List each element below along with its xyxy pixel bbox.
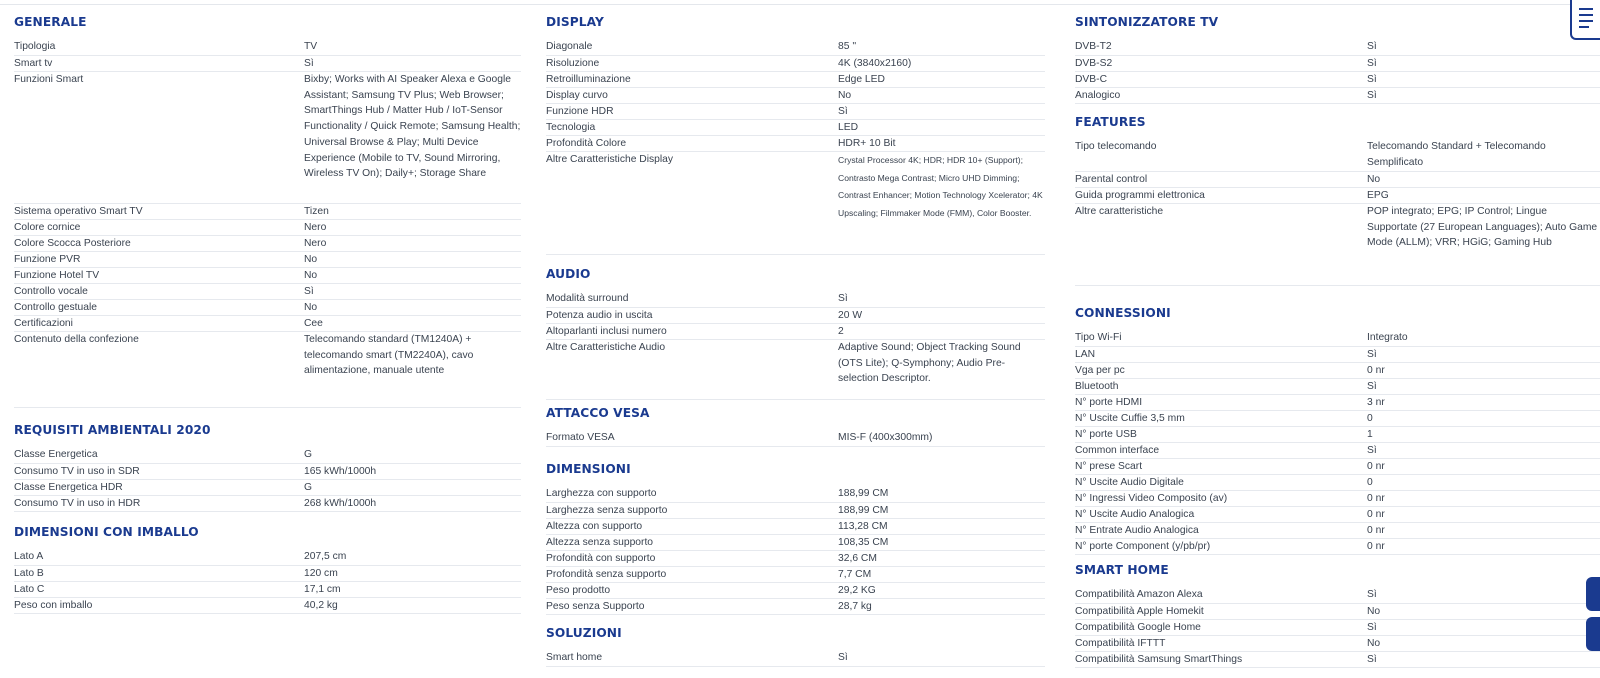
spec-value: 0 nr — [1367, 525, 1385, 536]
spec-row — [14, 565, 521, 581]
document-list-icon[interactable] — [1570, 0, 1600, 40]
spec-label: Peso prodotto — [546, 585, 611, 596]
spec-label: Tipo telecomando — [1075, 141, 1157, 152]
spec-value: No — [838, 90, 852, 101]
spec-label: Funzione HDR — [546, 106, 614, 117]
spec-value: 17,1 cm — [304, 584, 341, 595]
spec-row — [1075, 346, 1600, 362]
spec-label: Common interface — [1075, 445, 1160, 456]
spec-row — [546, 502, 1045, 518]
spec-row — [14, 495, 521, 511]
spec-value: 0 nr — [1367, 541, 1385, 552]
spec-table — [546, 486, 1045, 615]
spec-label: Altezza senza supporto — [546, 537, 654, 548]
spec-table — [14, 447, 521, 512]
spec-row — [1075, 187, 1600, 203]
spec-row — [546, 486, 1045, 502]
spec-row — [14, 597, 521, 613]
spec-row — [14, 447, 521, 463]
spec-value: G — [304, 449, 313, 460]
spec-row — [546, 39, 1045, 55]
spec-section — [1075, 558, 1600, 668]
spec-value: 120 cm — [304, 568, 338, 579]
spec-label: Smart home — [546, 652, 603, 663]
spec-label: Compatibilità Samsung SmartThings — [1075, 654, 1243, 665]
spec-value: 29,2 KG — [838, 585, 876, 596]
section-title: FEATURES — [1075, 115, 1146, 129]
spec-value: Sì — [1367, 58, 1377, 69]
spec-row — [1075, 330, 1600, 346]
spec-value: No — [1367, 638, 1381, 649]
spec-row — [1075, 522, 1600, 538]
spec-label: Colore Scocca Posteriore — [14, 238, 131, 249]
spec-row — [14, 479, 521, 495]
section-title: REQUISITI AMBIENTALI 2020 — [14, 423, 211, 437]
spec-value: 113,28 CM — [838, 521, 888, 532]
spec-value: Bixby; Works with AI Speaker Alexa e Google Assistant; Samsung TV Plus; Web Browser; SmartThings Hub / Matter Hub / IoT-Sensor Functionality / Quick Remote; Samsung Health; Universal Browse & Play; Multi Device Experience (Mobile to TV, Sound Mirroring, Wireless TV On); Daily+; Storage Share — [304, 74, 521, 180]
spec-row — [546, 119, 1045, 135]
spec-value: No — [1367, 174, 1381, 185]
spec-label: N° Uscite Cuffie 3,5 mm — [1075, 413, 1185, 424]
spec-label: Consumo TV in uso in SDR — [14, 466, 140, 477]
spec-row — [546, 55, 1045, 71]
spec-row — [546, 291, 1045, 307]
spec-value: LED — [838, 122, 859, 133]
spec-row — [14, 299, 521, 315]
spec-row — [1075, 362, 1600, 378]
spec-row — [14, 251, 521, 267]
spec-row — [546, 71, 1045, 87]
spec-row — [1075, 410, 1600, 426]
spec-table — [1075, 139, 1600, 286]
spec-value: Sì — [1367, 654, 1377, 665]
spec-row — [546, 650, 1045, 666]
spec-row — [1075, 71, 1600, 87]
side-widget-button-2[interactable] — [1586, 617, 1600, 651]
spec-label: Profondità con supporto — [546, 553, 656, 564]
spec-label: Lato A — [14, 551, 44, 562]
spec-label: Altezza con supporto — [546, 521, 643, 532]
spec-row — [546, 307, 1045, 323]
spec-label: Tecnologia — [546, 122, 596, 133]
spec-section — [1075, 10, 1600, 104]
spec-value: G — [304, 482, 313, 493]
spec-value: MIS-F (400x300mm) — [838, 432, 933, 443]
spec-row — [14, 39, 521, 55]
spec-row — [14, 219, 521, 235]
spec-row — [1075, 474, 1600, 490]
section-title: DISPLAY — [546, 15, 604, 29]
spec-row — [14, 315, 521, 331]
spec-table — [546, 39, 1045, 255]
spec-label: Display curvo — [546, 90, 608, 101]
spec-value: Telecomando Standard + Telecomando Semplificato — [1367, 141, 1546, 168]
spec-value: EPG — [1367, 190, 1389, 201]
spec-value: No — [304, 270, 318, 281]
spec-value: No — [304, 302, 318, 313]
spec-section — [14, 10, 521, 408]
spec-row — [1075, 171, 1600, 187]
spec-label: Modalità surround — [546, 293, 629, 304]
spec-label: Profondità Colore — [546, 138, 627, 149]
spec-row — [1075, 39, 1600, 55]
spec-value: Sì — [1367, 622, 1377, 633]
spec-row — [1075, 651, 1600, 667]
spec-value: 32,6 CM — [838, 553, 877, 564]
spec-label: Peso con imballo — [14, 600, 93, 611]
spec-value: POP integrato; EPG; IP Control; Lingue Supportate (27 European Languages); Auto Game Mode (ALLM); VRR; HGiG; Gaming Hub — [1367, 206, 1598, 249]
spec-label: N° porte HDMI — [1075, 397, 1143, 408]
spec-value: No — [304, 254, 318, 265]
spec-row — [14, 71, 521, 203]
spec-label: Classe Energetica — [14, 449, 98, 460]
spec-value: Adaptive Sound; Object Tracking Sound (OTS Lite); Q-Symphony; Audio Pre-selection Descriptor. — [838, 342, 1021, 385]
spec-table — [546, 291, 1045, 400]
spec-label: Larghezza con supporto — [546, 488, 657, 499]
spec-value: 28,7 kg — [838, 601, 872, 612]
section-title: GENERALE — [14, 15, 87, 29]
spec-row — [1075, 635, 1600, 651]
section-title: ATTACCO VESA — [546, 406, 650, 420]
spec-value: 40,2 kg — [304, 600, 338, 611]
spec-label: N° porte Component (y/pb/pr) — [1075, 541, 1211, 552]
spec-row — [546, 87, 1045, 103]
spec-row — [1075, 378, 1600, 394]
spec-label: Funzioni Smart — [14, 74, 84, 85]
spec-section — [546, 10, 1045, 255]
spec-value: 0 nr — [1367, 493, 1385, 504]
spec-value: Edge LED — [838, 74, 885, 85]
spec-label: DVB-C — [1075, 74, 1108, 85]
spec-label: LAN — [1075, 349, 1096, 360]
spec-value: 188,99 CM — [838, 488, 889, 499]
spec-label: Controllo vocale — [14, 286, 88, 297]
spec-label: Potenza audio in uscita — [546, 310, 653, 321]
section-title: CONNESSIONI — [1075, 306, 1171, 320]
spec-value: Sì — [1367, 381, 1377, 392]
spec-row — [14, 549, 521, 565]
spec-row — [1075, 587, 1600, 603]
spec-label: Larghezza senza supporto — [546, 505, 668, 516]
spec-value: Sì — [1367, 589, 1377, 600]
spec-label: Compatibilità Amazon Alexa — [1075, 589, 1203, 600]
spec-row — [546, 430, 1045, 446]
spec-row — [1075, 139, 1600, 171]
spec-table — [1075, 39, 1600, 104]
spec-label: Diagonale — [546, 41, 593, 52]
spec-row — [546, 103, 1045, 119]
spec-label: Funzione PVR — [14, 254, 81, 265]
spec-value: Cee — [304, 318, 323, 329]
spec-section — [14, 418, 521, 512]
side-widget-button[interactable] — [1586, 577, 1600, 611]
spec-value: Sì — [838, 652, 848, 663]
spec-label: DVB-T2 — [1075, 41, 1112, 52]
spec-row — [14, 267, 521, 283]
spec-value: 0 nr — [1367, 509, 1385, 520]
spec-value: Tizen — [304, 206, 329, 217]
spec-value: Nero — [304, 222, 327, 233]
spec-section — [1075, 301, 1600, 555]
spec-label: Guida programmi elettronica — [1075, 190, 1205, 201]
top-divider — [0, 4, 1600, 5]
spec-table — [1075, 587, 1600, 668]
spec-section — [546, 457, 1045, 615]
spec-label: N° prese Scart — [1075, 461, 1143, 472]
spec-label: Parental control — [1075, 174, 1148, 185]
spec-value: 85 '' — [838, 41, 857, 52]
spec-value: Sì — [1367, 349, 1377, 360]
spec-row — [14, 331, 521, 407]
spec-label: Retroilluminazione — [546, 74, 631, 85]
spec-row — [546, 518, 1045, 534]
spec-table — [14, 549, 521, 614]
section-title: SINTONIZZATORE TV — [1075, 15, 1219, 29]
spec-value: Nero — [304, 238, 327, 249]
section-title: AUDIO — [546, 267, 591, 281]
spec-table — [546, 650, 1045, 667]
spec-value: Integrato — [1367, 332, 1408, 343]
spec-value: 0 — [1367, 413, 1373, 424]
spec-label: Funzione Hotel TV — [14, 270, 100, 281]
spec-label: Peso senza Supporto — [546, 601, 645, 612]
spec-label: Altre Caratteristiche Display — [546, 154, 674, 165]
spec-value: 3 nr — [1367, 397, 1385, 408]
spec-label: Compatibilità Apple Homekit — [1075, 606, 1204, 617]
spec-row — [14, 463, 521, 479]
spec-label: N° Ingressi Video Composito (av) — [1075, 493, 1228, 504]
spec-row — [1075, 55, 1600, 71]
spec-label: Profondità senza supporto — [546, 569, 667, 580]
spec-value: 188,99 CM — [838, 505, 889, 516]
spec-section — [1075, 110, 1600, 286]
spec-row — [1075, 506, 1600, 522]
spec-value: 165 kWh/1000h — [304, 466, 377, 477]
spec-label: Altre caratteristiche — [1075, 206, 1164, 217]
spec-row — [546, 582, 1045, 598]
spec-value: 2 — [838, 326, 844, 337]
spec-label: Bluetooth — [1075, 381, 1119, 392]
spec-row — [546, 534, 1045, 550]
spec-value: Telecomando standard (TM1240A) + telecomando smart (TM2240A), cavo alimentazione, manuale utente — [304, 334, 474, 377]
spec-label: Smart tv — [14, 58, 53, 69]
spec-label: N° Uscite Audio Digitale — [1075, 477, 1184, 488]
spec-row — [14, 203, 521, 219]
spec-value: Sì — [1367, 74, 1377, 85]
spec-row — [1075, 458, 1600, 474]
spec-value: 4K (3840x2160) — [838, 58, 912, 69]
spec-row — [14, 283, 521, 299]
spec-value: 1 — [1367, 429, 1373, 440]
spec-value: 0 — [1367, 477, 1373, 488]
spec-value: TV — [304, 41, 318, 52]
spec-value: 108,35 CM — [838, 537, 889, 548]
spec-label: Compatibilità Google Home — [1075, 622, 1201, 633]
spec-section — [546, 621, 1045, 667]
spec-row — [546, 566, 1045, 582]
spec-label: Formato VESA — [546, 432, 615, 443]
spec-table — [14, 39, 521, 408]
spec-row — [546, 339, 1045, 399]
spec-row — [14, 235, 521, 251]
spec-value: Sì — [304, 58, 314, 69]
spec-row — [1075, 87, 1600, 103]
spec-section — [546, 262, 1045, 400]
spec-value: HDR+ 10 Bit — [838, 138, 896, 149]
spec-row — [1075, 619, 1600, 635]
spec-label: Sistema operativo Smart TV — [14, 206, 143, 217]
spec-row — [546, 598, 1045, 614]
spec-label: N° porte USB — [1075, 429, 1137, 440]
spec-value: 7,7 CM — [838, 569, 872, 580]
spec-value: No — [1367, 606, 1381, 617]
spec-label: DVB-S2 — [1075, 58, 1113, 69]
spec-value: Sì — [1367, 41, 1377, 52]
spec-value: Crystal Processor 4K; HDR; HDR 10+ (Support); Contrasto Mega Contrast; Micro UHD Dimming; Contrast Enhancer; Motion Technology Xcelerator; 4K Upscaling; Filmmaker Mode (FMM), Color Booster. — [838, 155, 1043, 218]
spec-label: Certificazioni — [14, 318, 73, 329]
spec-row — [14, 55, 521, 71]
section-title: SOLUZIONI — [546, 626, 622, 640]
spec-value: 20 W — [838, 310, 863, 321]
spec-table — [1075, 330, 1600, 555]
spec-label: Colore cornice — [14, 222, 81, 233]
spec-label: Altoparlanti inclusi numero — [546, 326, 667, 337]
spec-value: 268 kWh/1000h — [304, 498, 377, 509]
spec-row — [1075, 394, 1600, 410]
spec-row — [1075, 538, 1600, 554]
spec-row — [1075, 442, 1600, 458]
spec-value: Sì — [1367, 90, 1377, 101]
spec-row — [546, 550, 1045, 566]
spec-label: Tipo Wi-Fi — [1075, 332, 1122, 343]
spec-label: Analogico — [1075, 90, 1121, 101]
spec-value: Sì — [838, 293, 848, 304]
spec-value: Sì — [304, 286, 314, 297]
spec-row — [546, 323, 1045, 339]
spec-label: Altre Caratteristiche Audio — [546, 342, 666, 353]
spec-value: 0 nr — [1367, 365, 1385, 376]
spec-label: Contenuto della confezione — [14, 334, 139, 345]
spec-row — [1075, 426, 1600, 442]
spec-table — [546, 430, 1045, 447]
section-title: DIMENSIONI CON IMBALLO — [14, 525, 199, 539]
spec-section — [546, 401, 1045, 447]
spec-label: Vga per pc — [1075, 365, 1125, 376]
spec-label: N° Entrate Audio Analogica — [1075, 525, 1199, 536]
spec-label: Risoluzione — [546, 58, 600, 69]
spec-value: 0 nr — [1367, 461, 1385, 472]
spec-label: Classe Energetica HDR — [14, 482, 123, 493]
spec-section — [14, 520, 521, 614]
spec-label: Compatibilità IFTTT — [1075, 638, 1166, 649]
spec-value: 207,5 cm — [304, 551, 347, 562]
spec-row — [1075, 603, 1600, 619]
spec-row — [546, 151, 1045, 254]
spec-label: Controllo gestuale — [14, 302, 97, 313]
spec-label: Lato B — [14, 568, 44, 579]
spec-label: Consumo TV in uso in HDR — [14, 498, 141, 509]
section-title: SMART HOME — [1075, 563, 1169, 577]
spec-row — [1075, 490, 1600, 506]
spec-row — [1075, 203, 1600, 285]
spec-value: Sì — [838, 106, 848, 117]
section-title: DIMENSIONI — [546, 462, 631, 476]
spec-row — [546, 135, 1045, 151]
spec-label: Tipologia — [14, 41, 56, 52]
spec-row — [14, 581, 521, 597]
spec-value: Sì — [1367, 445, 1377, 456]
spec-label: Lato C — [14, 584, 45, 595]
spec-label: N° Uscite Audio Analogica — [1075, 509, 1195, 520]
